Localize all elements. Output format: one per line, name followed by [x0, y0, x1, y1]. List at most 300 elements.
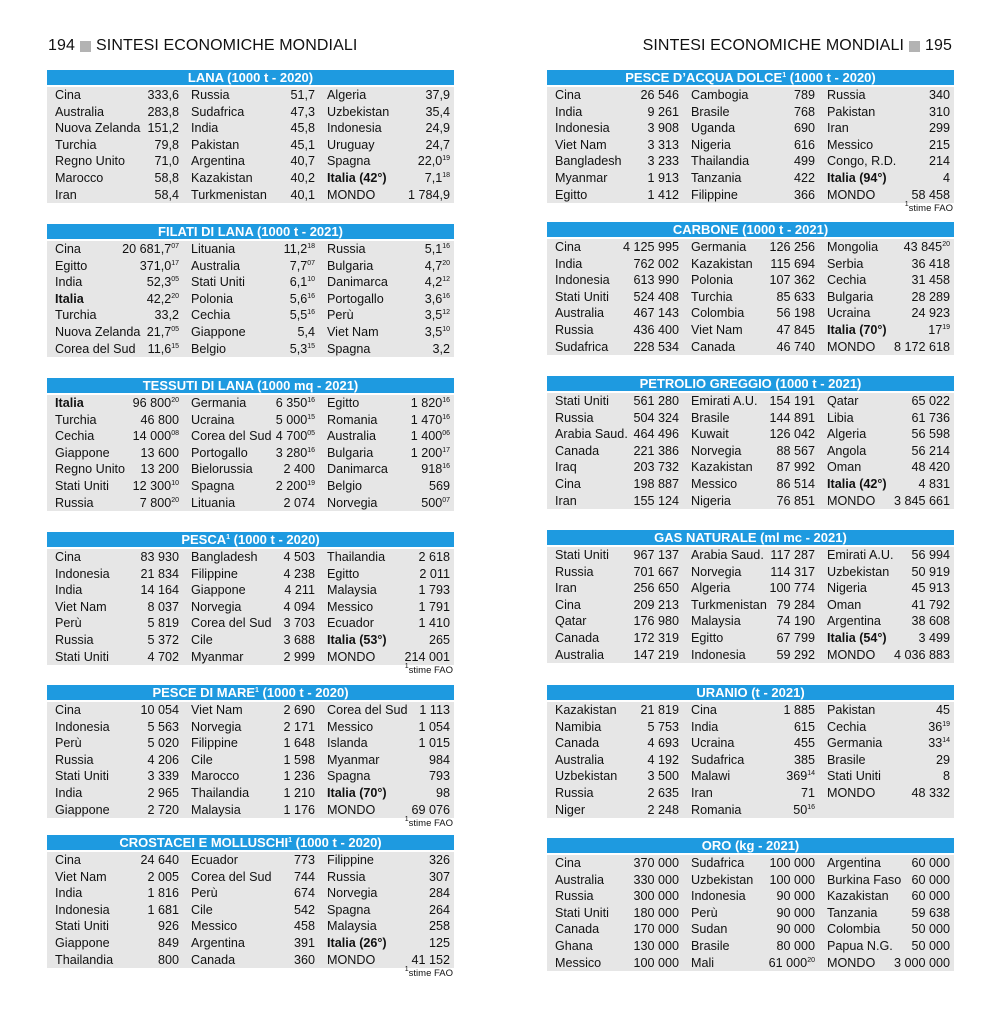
table-cell — [683, 493, 819, 510]
table-cell — [183, 852, 319, 869]
footnote — [47, 968, 454, 980]
country-name: Cina — [55, 853, 81, 867]
country-name: Indonesia — [555, 273, 610, 288]
value — [421, 461, 450, 478]
value-number: 83 930 — [140, 550, 179, 564]
value-number: 36 418 — [911, 256, 950, 271]
value — [769, 855, 815, 872]
value-number: 8 — [942, 769, 950, 784]
value — [429, 752, 450, 769]
country-name: Ucraina — [827, 306, 871, 321]
table-row — [547, 137, 954, 154]
value-number: 96 800 — [132, 396, 172, 410]
country-name: Marocco — [191, 769, 240, 784]
value-number: 4 693 — [647, 736, 679, 751]
country-name: Tanzania — [827, 905, 878, 920]
value-number: 59 292 — [776, 647, 815, 662]
table-body — [547, 547, 954, 663]
value — [633, 393, 679, 410]
value — [147, 632, 179, 649]
table-cell — [819, 339, 954, 356]
value — [633, 410, 679, 427]
value-number: 366 — [793, 187, 815, 202]
table-cell — [319, 258, 454, 275]
country-name: Giappone — [191, 324, 246, 339]
value-number: 1 054 — [418, 719, 450, 734]
value — [283, 702, 315, 719]
table-cell — [183, 187, 319, 204]
value — [154, 137, 179, 154]
value-number: 4 — [942, 170, 950, 185]
table-cell — [683, 768, 819, 785]
value — [283, 719, 315, 736]
table-row — [47, 412, 454, 429]
value-number: 1 820 — [410, 396, 443, 410]
data-table — [547, 530, 954, 663]
table-row — [47, 869, 454, 886]
value-number: 50 000 — [911, 938, 950, 953]
value-number: 1 681 — [147, 902, 179, 917]
value — [769, 239, 815, 256]
value-number: 391 — [293, 935, 315, 950]
value — [794, 170, 815, 187]
country-name: Cina — [55, 703, 81, 717]
table-cell — [319, 445, 454, 462]
table-cell — [183, 566, 319, 583]
country-name: Nuova Zelanda — [55, 121, 141, 136]
country-name: Papua N.G. — [827, 938, 893, 953]
table-cell — [547, 802, 683, 819]
table-row — [47, 137, 454, 154]
country-name: Brasile — [827, 752, 866, 767]
country-name: Malaysia — [327, 583, 377, 598]
table-cell — [683, 393, 819, 410]
value-number: 1 113 — [419, 703, 450, 717]
country-name: Cina — [555, 476, 581, 491]
value — [133, 395, 179, 412]
value-number: 849 — [157, 935, 179, 950]
country-name: Messico — [827, 137, 874, 152]
country-name: Canada — [191, 952, 236, 967]
table-cell — [547, 153, 683, 170]
value-number: 4 192 — [647, 752, 679, 767]
value-number: 13 200 — [140, 462, 179, 477]
country-name: Turkmenistan — [191, 187, 267, 202]
table-cell — [47, 120, 183, 137]
table-row — [47, 395, 454, 412]
country-name: Argentina — [191, 935, 245, 950]
table-cell — [183, 153, 319, 170]
value-number: 2 999 — [283, 649, 315, 664]
value-number: 4 700 — [275, 429, 308, 444]
value — [147, 104, 179, 121]
value-number: 126 042 — [769, 427, 815, 442]
country-name: Cile — [191, 632, 213, 647]
table-row — [47, 445, 454, 462]
value — [633, 647, 679, 664]
value — [283, 615, 315, 632]
table-cell — [319, 768, 454, 785]
table-cell — [319, 785, 454, 802]
value-year-superscript: 05 — [171, 276, 179, 284]
left-page-header — [48, 37, 357, 55]
value — [283, 632, 315, 649]
country-name: Italia (94°) — [827, 170, 887, 185]
table-cell — [47, 478, 183, 495]
country-name: MONDO — [827, 339, 876, 354]
value — [290, 87, 315, 104]
table-row — [47, 241, 454, 258]
value — [911, 410, 950, 427]
value-number: 3 499 — [918, 630, 950, 645]
value — [429, 869, 450, 886]
value-number: 26 546 — [640, 88, 679, 102]
value — [140, 445, 179, 462]
value-number: 45 — [935, 703, 950, 717]
table-title-unit: (1000 t - 2020) — [786, 70, 876, 85]
value — [290, 104, 315, 121]
value-number: 4 206 — [147, 752, 179, 767]
table-row — [47, 549, 454, 566]
table-cell — [547, 547, 683, 564]
table-cell — [47, 599, 183, 616]
table-cell — [819, 256, 954, 273]
table-cell — [547, 256, 683, 273]
country-name: Perù — [691, 905, 718, 920]
value-number: 69 076 — [411, 802, 450, 817]
value-year-superscript: 16 — [442, 292, 450, 300]
footnote-marker: 1 — [404, 966, 409, 974]
table-cell — [47, 719, 183, 736]
value-number: 65 022 — [911, 394, 950, 408]
value — [140, 852, 179, 869]
value-number: 8 037 — [147, 599, 179, 614]
table-cell — [547, 137, 683, 154]
country-name: Mongolia — [827, 240, 879, 254]
table-row — [47, 719, 454, 736]
country-name: Bulgaria — [327, 258, 374, 273]
header-square-marker — [80, 41, 91, 52]
table-cell — [183, 412, 319, 429]
value-number: 2 011 — [419, 566, 450, 581]
value-year-superscript: 16 — [442, 413, 450, 421]
value-number: 5 372 — [147, 632, 179, 647]
value-number: 3 233 — [647, 154, 679, 169]
country-name: Romania — [327, 412, 378, 427]
value — [911, 597, 950, 614]
value-number: 4 702 — [147, 649, 179, 664]
country-name: Russia — [555, 889, 594, 904]
right-page-header — [643, 37, 952, 55]
value-number: 5 020 — [147, 736, 179, 751]
value — [633, 580, 679, 597]
value-year-superscript: 16 — [307, 446, 315, 454]
country-name: Russia — [555, 564, 594, 579]
value — [633, 630, 679, 647]
value-number: 256 650 — [633, 581, 679, 596]
value-number: 1 648 — [283, 736, 315, 751]
table-row — [47, 632, 454, 649]
table-cell — [47, 902, 183, 919]
value-number: 5 819 — [147, 616, 179, 631]
value — [647, 785, 679, 802]
value-year-superscript: 18 — [442, 171, 450, 179]
table-cell — [683, 547, 819, 564]
table-cell — [319, 719, 454, 736]
value — [911, 872, 950, 889]
value-number: 40,1 — [290, 187, 315, 202]
value — [794, 752, 815, 769]
value-number: 674 — [293, 886, 315, 901]
value — [769, 272, 815, 289]
country-name: Italia (54°) — [827, 630, 887, 645]
table-title — [47, 378, 454, 393]
value — [425, 241, 450, 258]
country-name: Algeria — [327, 88, 367, 102]
table-cell — [547, 305, 683, 322]
value-year-superscript: 08 — [171, 430, 179, 438]
value — [283, 735, 315, 752]
country-name: Norvegia — [691, 443, 742, 458]
value-number: 2 635 — [647, 785, 679, 800]
table-cell — [319, 87, 454, 104]
table-row — [547, 187, 954, 204]
country-name: Turchia — [55, 412, 97, 427]
table-cell — [183, 735, 319, 752]
country-name: Italia (42°) — [327, 170, 387, 185]
value — [429, 852, 450, 869]
country-name: Cechia — [827, 273, 867, 288]
value — [140, 549, 179, 566]
value — [633, 322, 679, 339]
table-row — [47, 495, 454, 512]
table-cell — [683, 735, 819, 752]
table-cell — [819, 289, 954, 306]
value-number: 2 400 — [283, 462, 315, 477]
value — [283, 752, 315, 769]
table-cell — [47, 428, 183, 445]
table-cell — [819, 305, 954, 322]
value-number: 307 — [428, 869, 450, 884]
table-row — [547, 564, 954, 581]
country-name: Nigeria — [691, 137, 731, 152]
country-name: Argentina — [191, 154, 245, 169]
value-number: 52,3 — [146, 275, 172, 290]
value-number: 4 036 883 — [893, 647, 950, 662]
table-cell — [47, 324, 183, 341]
country-name: Italia (26°) — [327, 935, 387, 950]
country-name: Italia — [55, 291, 84, 306]
value-number: 172 319 — [633, 630, 679, 645]
table-cell — [683, 289, 819, 306]
value — [276, 428, 315, 445]
data-table — [547, 70, 954, 215]
country-name: Viet Nam — [691, 322, 743, 337]
table-row — [547, 872, 954, 889]
country-name: Russia — [555, 410, 594, 425]
table-cell — [547, 426, 683, 443]
value-number: 35,4 — [425, 104, 450, 119]
value-number: 4 094 — [283, 599, 315, 614]
table-cell — [547, 872, 683, 889]
value — [786, 768, 815, 785]
right-page-number: 195 — [925, 37, 952, 54]
value-number: 50 919 — [911, 564, 950, 579]
country-name: Marocco — [55, 170, 104, 185]
table-cell — [683, 476, 819, 493]
table-cell — [547, 339, 683, 356]
value — [147, 719, 179, 736]
table-cell — [683, 256, 819, 273]
value-year-superscript: 07 — [171, 243, 179, 250]
table-row — [47, 478, 454, 495]
country-name: Indonesia — [55, 566, 110, 581]
value-number: 5,3 — [289, 341, 308, 356]
value — [147, 291, 179, 308]
value — [928, 719, 950, 736]
value-year-superscript: 17 — [171, 259, 179, 267]
country-name: Australia — [555, 306, 604, 321]
table-cell — [819, 702, 954, 719]
country-name: Egitto — [691, 630, 724, 645]
value-number: 284 — [428, 886, 450, 901]
value — [147, 768, 179, 785]
country-name: Iran — [55, 187, 77, 202]
value-number: 1 793 — [418, 583, 450, 598]
country-name: Turchia — [55, 137, 97, 152]
table-cell — [183, 341, 319, 358]
country-name: Cina — [55, 550, 81, 564]
table-cell — [683, 580, 819, 597]
value-number: 40,2 — [290, 170, 315, 185]
table-cell — [183, 104, 319, 121]
country-name: Stati Uniti — [55, 919, 109, 934]
country-name: Stati Uniti — [555, 905, 609, 920]
value-number: 50 — [793, 802, 808, 817]
country-name: Iran — [555, 493, 577, 508]
country-name: Tanzania — [691, 170, 742, 185]
table-cell — [683, 630, 819, 647]
table-cell — [319, 274, 454, 291]
value-number: 56 198 — [776, 306, 815, 321]
value — [429, 935, 450, 952]
value-number: 61 000 — [768, 955, 808, 970]
table-cell — [47, 768, 183, 785]
table-row — [47, 187, 454, 204]
country-name: Ghana — [555, 938, 593, 953]
value-year-superscript: 16 — [442, 243, 450, 250]
value-number: 1 410 — [418, 616, 450, 631]
table-cell — [547, 322, 683, 339]
table-cell — [819, 597, 954, 614]
country-name: Argentina — [827, 614, 881, 629]
value-number: 46 740 — [776, 339, 815, 354]
table-cell — [683, 905, 819, 922]
value — [140, 566, 179, 583]
country-name: Australia — [327, 429, 376, 444]
country-name: Corea del Sud — [191, 429, 272, 444]
value-number: 60 000 — [911, 872, 950, 887]
value — [290, 187, 315, 204]
country-name: Canada — [691, 339, 736, 354]
table-cell — [547, 719, 683, 736]
country-name: Indonesia — [327, 121, 382, 136]
table-cell — [183, 615, 319, 632]
country-name: Australia — [555, 872, 604, 887]
value — [276, 412, 315, 429]
table-cell — [47, 752, 183, 769]
value-number: 90 000 — [776, 905, 815, 920]
country-name: Indonesia — [55, 902, 110, 917]
country-name: Norvegia — [327, 495, 378, 510]
value — [147, 752, 179, 769]
value-year-superscript: 20 — [442, 259, 450, 267]
table-cell — [547, 597, 683, 614]
country-name: Filippine — [191, 736, 238, 751]
value — [418, 582, 450, 599]
table-cell — [683, 938, 819, 955]
table-cell — [683, 153, 819, 170]
country-name: Italia (42°) — [827, 476, 887, 491]
country-name: Russia — [555, 322, 594, 337]
table-cell — [683, 888, 819, 905]
value-number: 340 — [928, 88, 950, 102]
country-name: Algeria — [827, 427, 867, 442]
value — [647, 187, 679, 204]
table-cell — [47, 341, 183, 358]
value-number: 170 000 — [633, 922, 679, 937]
value-number: 4,7 — [424, 258, 443, 273]
value-number: 38 608 — [911, 614, 950, 629]
country-name: India — [55, 886, 83, 901]
value-number: 41 792 — [911, 597, 950, 612]
table-cell — [319, 395, 454, 412]
value-number: 967 137 — [633, 548, 679, 562]
country-name: Congo, R.D. — [827, 154, 897, 169]
country-name: Bangladesh — [555, 154, 622, 169]
value-number: 4 211 — [284, 583, 315, 598]
value — [633, 872, 679, 889]
table-row — [47, 428, 454, 445]
country-name: Viet Nam — [55, 869, 107, 884]
value — [283, 785, 315, 802]
value — [794, 87, 815, 104]
table-title — [47, 70, 454, 85]
country-name: Turkmenistan — [691, 597, 767, 612]
country-name: Cina — [555, 240, 581, 254]
value — [769, 393, 815, 410]
table-row — [547, 153, 954, 170]
footnote-marker: 1 — [288, 837, 293, 844]
table-cell — [183, 478, 319, 495]
value — [647, 170, 679, 187]
table-cell — [47, 615, 183, 632]
table-row — [547, 305, 954, 322]
value — [911, 426, 950, 443]
value — [911, 938, 950, 955]
value — [432, 341, 450, 358]
value — [276, 395, 315, 412]
country-name: Spagna — [327, 154, 371, 169]
value-number: 56 214 — [911, 443, 950, 458]
table-cell — [683, 170, 819, 187]
value — [929, 137, 950, 154]
table-cell — [183, 137, 319, 154]
data-table — [47, 685, 454, 830]
value — [894, 493, 950, 510]
value-number: 5,6 — [289, 291, 308, 306]
value-year-superscript: 07 — [307, 259, 315, 267]
